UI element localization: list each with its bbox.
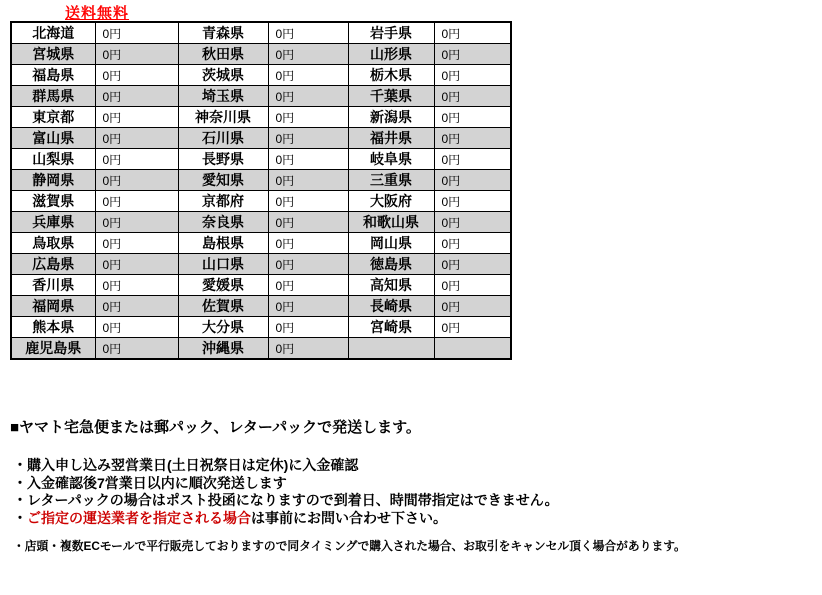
table-row	[11, 275, 511, 296]
fee-cell: 0円	[434, 128, 511, 149]
prefecture-cell: 長野県	[178, 149, 268, 170]
prefecture-cell: 愛媛県	[178, 275, 268, 296]
prefecture-cell: 大阪府	[348, 191, 434, 212]
table-row	[11, 233, 511, 254]
shipping-notes-list	[13, 457, 559, 527]
prefecture-cell: 京都府	[178, 191, 268, 212]
table-row	[11, 86, 511, 107]
table-row	[11, 149, 511, 170]
bullet-point: ・	[13, 509, 27, 526]
fee-cell: 0円	[434, 212, 511, 233]
prefecture-cell: 宮城県	[11, 44, 95, 65]
fee-cell: 0円	[95, 191, 178, 212]
fee-cell: 0円	[95, 149, 178, 170]
fee-cell: 0円	[95, 212, 178, 233]
fee-cell: 0円	[95, 86, 178, 107]
fee-cell: 0円	[268, 191, 348, 212]
fee-cell: 0円	[95, 296, 178, 317]
prefecture-cell: 三重県	[348, 170, 434, 191]
fee-cell: 0円	[95, 22, 178, 44]
fee-cell: 0円	[268, 149, 348, 170]
prefecture-cell: 神奈川県	[178, 107, 268, 128]
prefecture-cell: 徳島県	[348, 254, 434, 275]
prefecture-cell: 静岡県	[11, 170, 95, 191]
table-row	[11, 317, 511, 338]
fee-cell: 0円	[268, 86, 348, 107]
prefecture-cell: 福井県	[348, 128, 434, 149]
fee-cell: 0円	[268, 275, 348, 296]
prefecture-cell: 奈良県	[178, 212, 268, 233]
prefecture-cell: 福島県	[11, 65, 95, 86]
prefecture-cell: 群馬県	[11, 86, 95, 107]
prefecture-cell: 福岡県	[11, 296, 95, 317]
fee-cell: 0円	[95, 275, 178, 296]
prefecture-cell: 東京都	[11, 107, 95, 128]
prefecture-cell: 岩手県	[348, 22, 434, 44]
parallel-sale-disclaimer: ・店頭・複数ECモールで平行販売しておりますので同タイミングで購入された場合、お取引をキャンセル頂く場合があります。	[13, 539, 686, 553]
fee-cell: 0円	[434, 275, 511, 296]
fee-cell: 0円	[268, 170, 348, 191]
table-row	[11, 170, 511, 191]
table-row	[11, 338, 511, 360]
note-line-letterpack: ・レターパックの場合はポスト投函になりますので到着日、時間帯指定はできません。	[13, 492, 559, 508]
note-line-payment-confirm: ・購入申し込み翌営業日(土日祝祭日は定休)に入金確認	[13, 457, 359, 473]
prefecture-cell: 茨城県	[178, 65, 268, 86]
fee-cell: 0円	[268, 65, 348, 86]
table-row	[11, 212, 511, 233]
prefecture-cell: 石川県	[178, 128, 268, 149]
prefecture-cell: 高知県	[348, 275, 434, 296]
fee-cell: 0円	[268, 338, 348, 360]
prefecture-cell: 広島県	[11, 254, 95, 275]
fee-cell: 0円	[268, 254, 348, 275]
fee-cell: 0円	[95, 128, 178, 149]
fee-cell: 0円	[268, 44, 348, 65]
table-row	[11, 254, 511, 275]
fee-cell: 0円	[268, 128, 348, 149]
table-row	[11, 191, 511, 212]
fee-cell: 0円	[268, 107, 348, 128]
prefecture-cell: 長崎県	[348, 296, 434, 317]
prefecture-cell: 宮崎県	[348, 317, 434, 338]
fee-cell: 0円	[95, 338, 178, 360]
fee-cell: 0円	[434, 107, 511, 128]
prefecture-cell: 岐阜県	[348, 149, 434, 170]
prefecture-cell: 秋田県	[178, 44, 268, 65]
shipping-fee-table	[10, 21, 512, 360]
carrier-request-red-text: ご指定の運送業者を指定される場合	[27, 509, 251, 526]
fee-cell: 0円	[434, 44, 511, 65]
prefecture-cell: 千葉県	[348, 86, 434, 107]
fee-cell: 0円	[95, 254, 178, 275]
prefecture-cell: 北海道	[11, 22, 95, 44]
fee-cell: 0円	[268, 317, 348, 338]
fee-cell: 0円	[434, 149, 511, 170]
table-row	[11, 296, 511, 317]
prefecture-cell	[348, 338, 434, 360]
prefecture-cell: 山形県	[348, 44, 434, 65]
prefecture-cell: 大分県	[178, 317, 268, 338]
prefecture-cell: 富山県	[11, 128, 95, 149]
table-row	[11, 44, 511, 65]
prefecture-cell: 佐賀県	[178, 296, 268, 317]
fee-cell: 0円	[434, 65, 511, 86]
shipping-method-heading: ■ヤマト宅急便または郵パック、レターパックで発送します。	[10, 419, 421, 436]
free-shipping-label: 送料無料	[65, 5, 130, 22]
fee-cell: 0円	[434, 317, 511, 338]
prefecture-cell: 沖縄県	[178, 338, 268, 360]
prefecture-cell: 香川県	[11, 275, 95, 296]
fee-cell: 0円	[434, 170, 511, 191]
fee-cell: 0円	[95, 44, 178, 65]
fee-cell: 0円	[268, 22, 348, 44]
prefecture-cell: 埼玉県	[178, 86, 268, 107]
carrier-request-black-text: は事前にお問い合わせ下さい。	[251, 509, 447, 526]
prefecture-cell: 滋賀県	[11, 191, 95, 212]
prefecture-cell: 島根県	[178, 233, 268, 254]
note-line-carrier-request	[13, 510, 559, 528]
table-row	[11, 22, 511, 44]
prefecture-cell: 山梨県	[11, 149, 95, 170]
table-row	[11, 128, 511, 149]
prefecture-cell: 熊本県	[11, 317, 95, 338]
fee-cell: 0円	[95, 233, 178, 254]
table-row	[11, 107, 511, 128]
fee-cell: 0円	[434, 86, 511, 107]
prefecture-cell: 青森県	[178, 22, 268, 44]
prefecture-cell: 栃木県	[348, 65, 434, 86]
fee-cell: 0円	[95, 317, 178, 338]
fee-cell: 0円	[268, 296, 348, 317]
fee-cell: 0円	[95, 65, 178, 86]
prefecture-cell: 新潟県	[348, 107, 434, 128]
note-line-shipping-days: ・入金確認後7営業日以内に順次発送します	[13, 474, 287, 491]
fee-cell: 0円	[434, 233, 511, 254]
prefecture-cell: 和歌山県	[348, 212, 434, 233]
prefecture-cell: 鳥取県	[11, 233, 95, 254]
prefecture-cell: 兵庫県	[11, 212, 95, 233]
prefecture-cell: 愛知県	[178, 170, 268, 191]
table-row	[11, 65, 511, 86]
fee-cell: 0円	[268, 212, 348, 233]
prefecture-cell: 鹿児島県	[11, 338, 95, 360]
fee-cell	[434, 338, 511, 360]
fee-cell: 0円	[268, 233, 348, 254]
fee-cell: 0円	[95, 170, 178, 191]
fee-cell: 0円	[434, 254, 511, 275]
fee-cell: 0円	[434, 296, 511, 317]
prefecture-cell: 山口県	[178, 254, 268, 275]
fee-cell: 0円	[434, 191, 511, 212]
fee-cell: 0円	[95, 107, 178, 128]
fee-cell: 0円	[434, 22, 511, 44]
prefecture-cell: 岡山県	[348, 233, 434, 254]
